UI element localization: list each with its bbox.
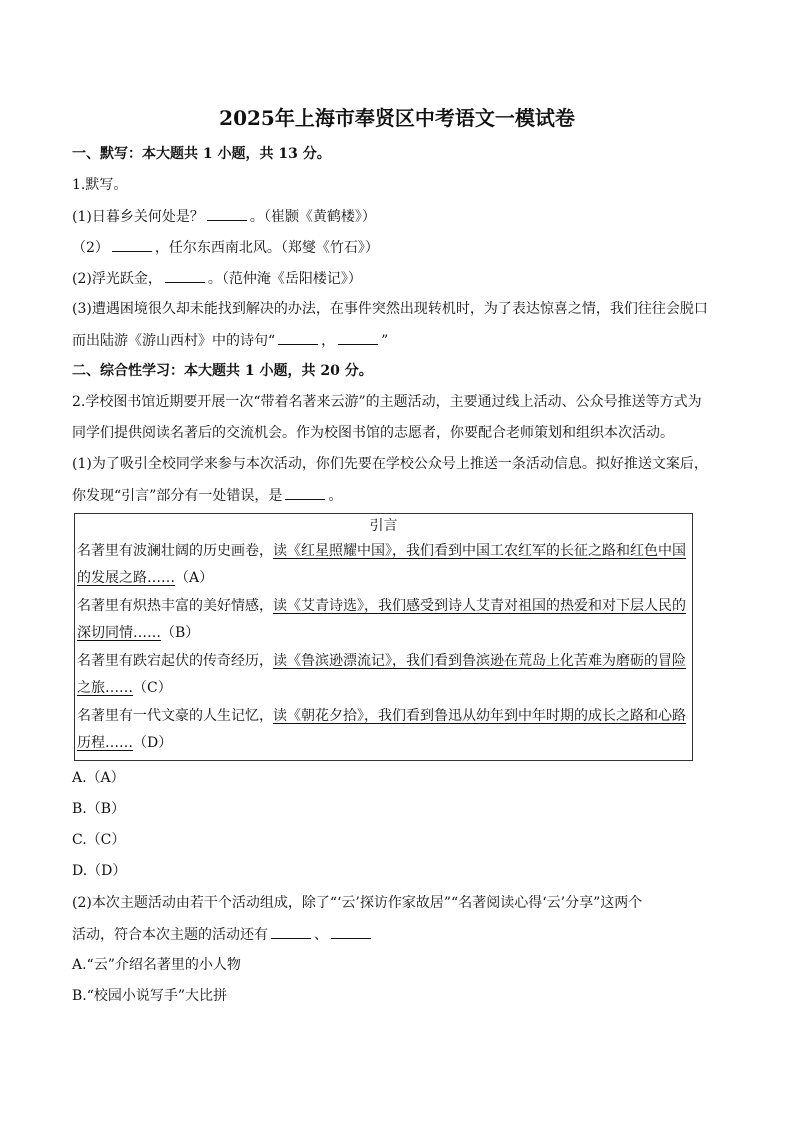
preface-item-b-tag: （B） — [161, 625, 200, 641]
option-a[interactable]: A.（A） — [72, 770, 125, 786]
preface-item-d-lead: 名著里有一代文豪的人生记忆， — [77, 708, 273, 724]
preface-item-b-underlined-cont: 深切同情…… — [77, 625, 161, 641]
preface-item-c-tag: （C） — [133, 680, 172, 696]
part-3-suffix: 。（范仲淹《岳阳楼记》） — [207, 271, 362, 287]
answer-blank — [338, 330, 378, 345]
question-2-sub-1-line-2 — [72, 485, 724, 506]
preface-item-b-underlined: 读《艾青诗选》，我们感受到诗人艾青对祖国的热爱和对下层人民的 — [273, 598, 686, 614]
preface-item-d-underlined: 读《朝花夕拾》，我们看到鲁迅从幼年到中年时期的成长之路和心路 — [273, 708, 686, 724]
page-title: 2025年上海市奉贤区中考语文一模试卷 — [219, 106, 575, 130]
preface-item-a-line-2 — [77, 568, 691, 588]
answer-blank — [112, 237, 152, 252]
preface-item-c-underlined-cont: 之旅…… — [77, 680, 133, 696]
preface-item-a-underlined-cont: 的发展之路…… — [77, 570, 175, 586]
answer-blank — [331, 924, 371, 939]
answer-blank — [165, 268, 205, 283]
option-d[interactable]: D.（D） — [72, 863, 127, 879]
sub-2-option-a[interactable]: A.“云”介绍名著里的小人物 — [72, 957, 241, 973]
question-2-sub-2-line-2 — [72, 924, 724, 945]
question-1-part-1 — [72, 206, 724, 227]
preface-item-d-tag: （D） — [133, 735, 173, 751]
question-1-part-4-line-2 — [72, 330, 724, 351]
preface-item-c-underlined: 读《鲁滨逊漂流记》，我们看到鲁滨逊在荒岛上化苦难为磨砺的冒险 — [273, 653, 686, 669]
section-heading-1: 一、默写：本大题共 1 小题，共 13 分。 — [72, 146, 331, 162]
answer-blank — [271, 924, 311, 939]
question-1-part-4-line-1: (3)遭遇困境很久却未能找到解决的办法，在事件突然出现转机时，为了表达惊喜之情，我们往往会脱口 — [72, 301, 708, 317]
question-1-part-3 — [72, 268, 724, 289]
preface-item-b-lead: 名著里有炽热丰富的美好情感， — [77, 598, 273, 614]
part-4-middle: ， — [321, 333, 336, 349]
question-2-sub-1-line-1: (1)为了吸引全校同学来参与本次活动，你们先要在学校公众号上推送一条活动信息。拟好推送文案后， — [72, 456, 708, 472]
question-2-stem-line-2: 同学们提供阅读名著后的交流机会。作为校图书馆的志愿者，你要配合老师策划和组织本次活动。 — [72, 425, 674, 441]
sub-1-suffix: 。 — [328, 488, 343, 504]
preface-item-c-line-2 — [77, 678, 691, 698]
preface-item-a-lead: 名著里有波澜壮阔的历史画卷， — [77, 543, 273, 559]
question-1-stem: 1.默写。 — [72, 177, 128, 193]
sub-2-option-b[interactable]: B.“校园小说写手”大比拼 — [72, 988, 228, 1004]
part-4-suffix: ” — [381, 333, 389, 349]
part-2-suffix: ，任尔东西南北风。（郑燮《竹石》） — [154, 240, 379, 256]
preface-item-a-line-1 — [77, 541, 691, 561]
answer-blank — [207, 206, 247, 221]
answer-blank — [285, 485, 325, 500]
sub-2-separator: 、 — [314, 927, 328, 943]
part-3-prefix: (2)浮光跃金， — [72, 271, 162, 287]
answer-blank — [278, 330, 318, 345]
preface-item-a-underlined: 读《红星照耀中国》，我们看到中国工农红军的长征之路和红色中国 — [273, 543, 686, 559]
part-1-suffix: 。（崔颢《黄鹤楼》） — [249, 209, 376, 225]
section-heading-2: 二、综合性学习：本大题共 1 小题，共 20 分。 — [72, 363, 373, 379]
sub-1-prefix: 你发现“引言”部分有一处错误，是 — [72, 488, 283, 504]
preface-box — [74, 513, 693, 761]
option-b[interactable]: B.（B） — [72, 801, 126, 817]
preface-item-c-lead: 名著里有跌宕起伏的传奇经历， — [77, 653, 273, 669]
option-c[interactable]: C.（C） — [72, 832, 126, 848]
preface-item-b-line-1 — [77, 596, 691, 616]
sub-2-prefix: 活动，符合本次主题的活动还有 — [72, 927, 268, 943]
part-4-prefix: 而出陆游《游山西村》中的诗句“ — [72, 333, 276, 349]
preface-item-b-line-2 — [77, 623, 691, 643]
preface-item-c-line-1 — [77, 651, 691, 671]
part-1-prefix: (1)日暮乡关何处是？ — [72, 209, 204, 225]
question-2-stem-line-1: 2.学校图书馆近期要开展一次“带着名著来云游”的主题活动，主要通过线上活动、公众号推送等方式为 — [72, 394, 702, 410]
question-1-part-2 — [72, 237, 724, 258]
part-2-prefix: （2） — [72, 240, 109, 256]
preface-item-a-tag: （A） — [175, 570, 214, 586]
preface-item-d-line-1 — [77, 706, 691, 726]
preface-item-d-underlined-cont: 历程…… — [77, 735, 133, 751]
question-2-sub-2-line-1: (2)本次主题活动由若干个活动组成，除了“‘云’探访作家故居”“名著阅读心得‘云’分享”这两个 — [72, 895, 643, 911]
preface-heading: 引言 — [369, 518, 398, 534]
preface-item-d-line-2 — [77, 733, 691, 753]
